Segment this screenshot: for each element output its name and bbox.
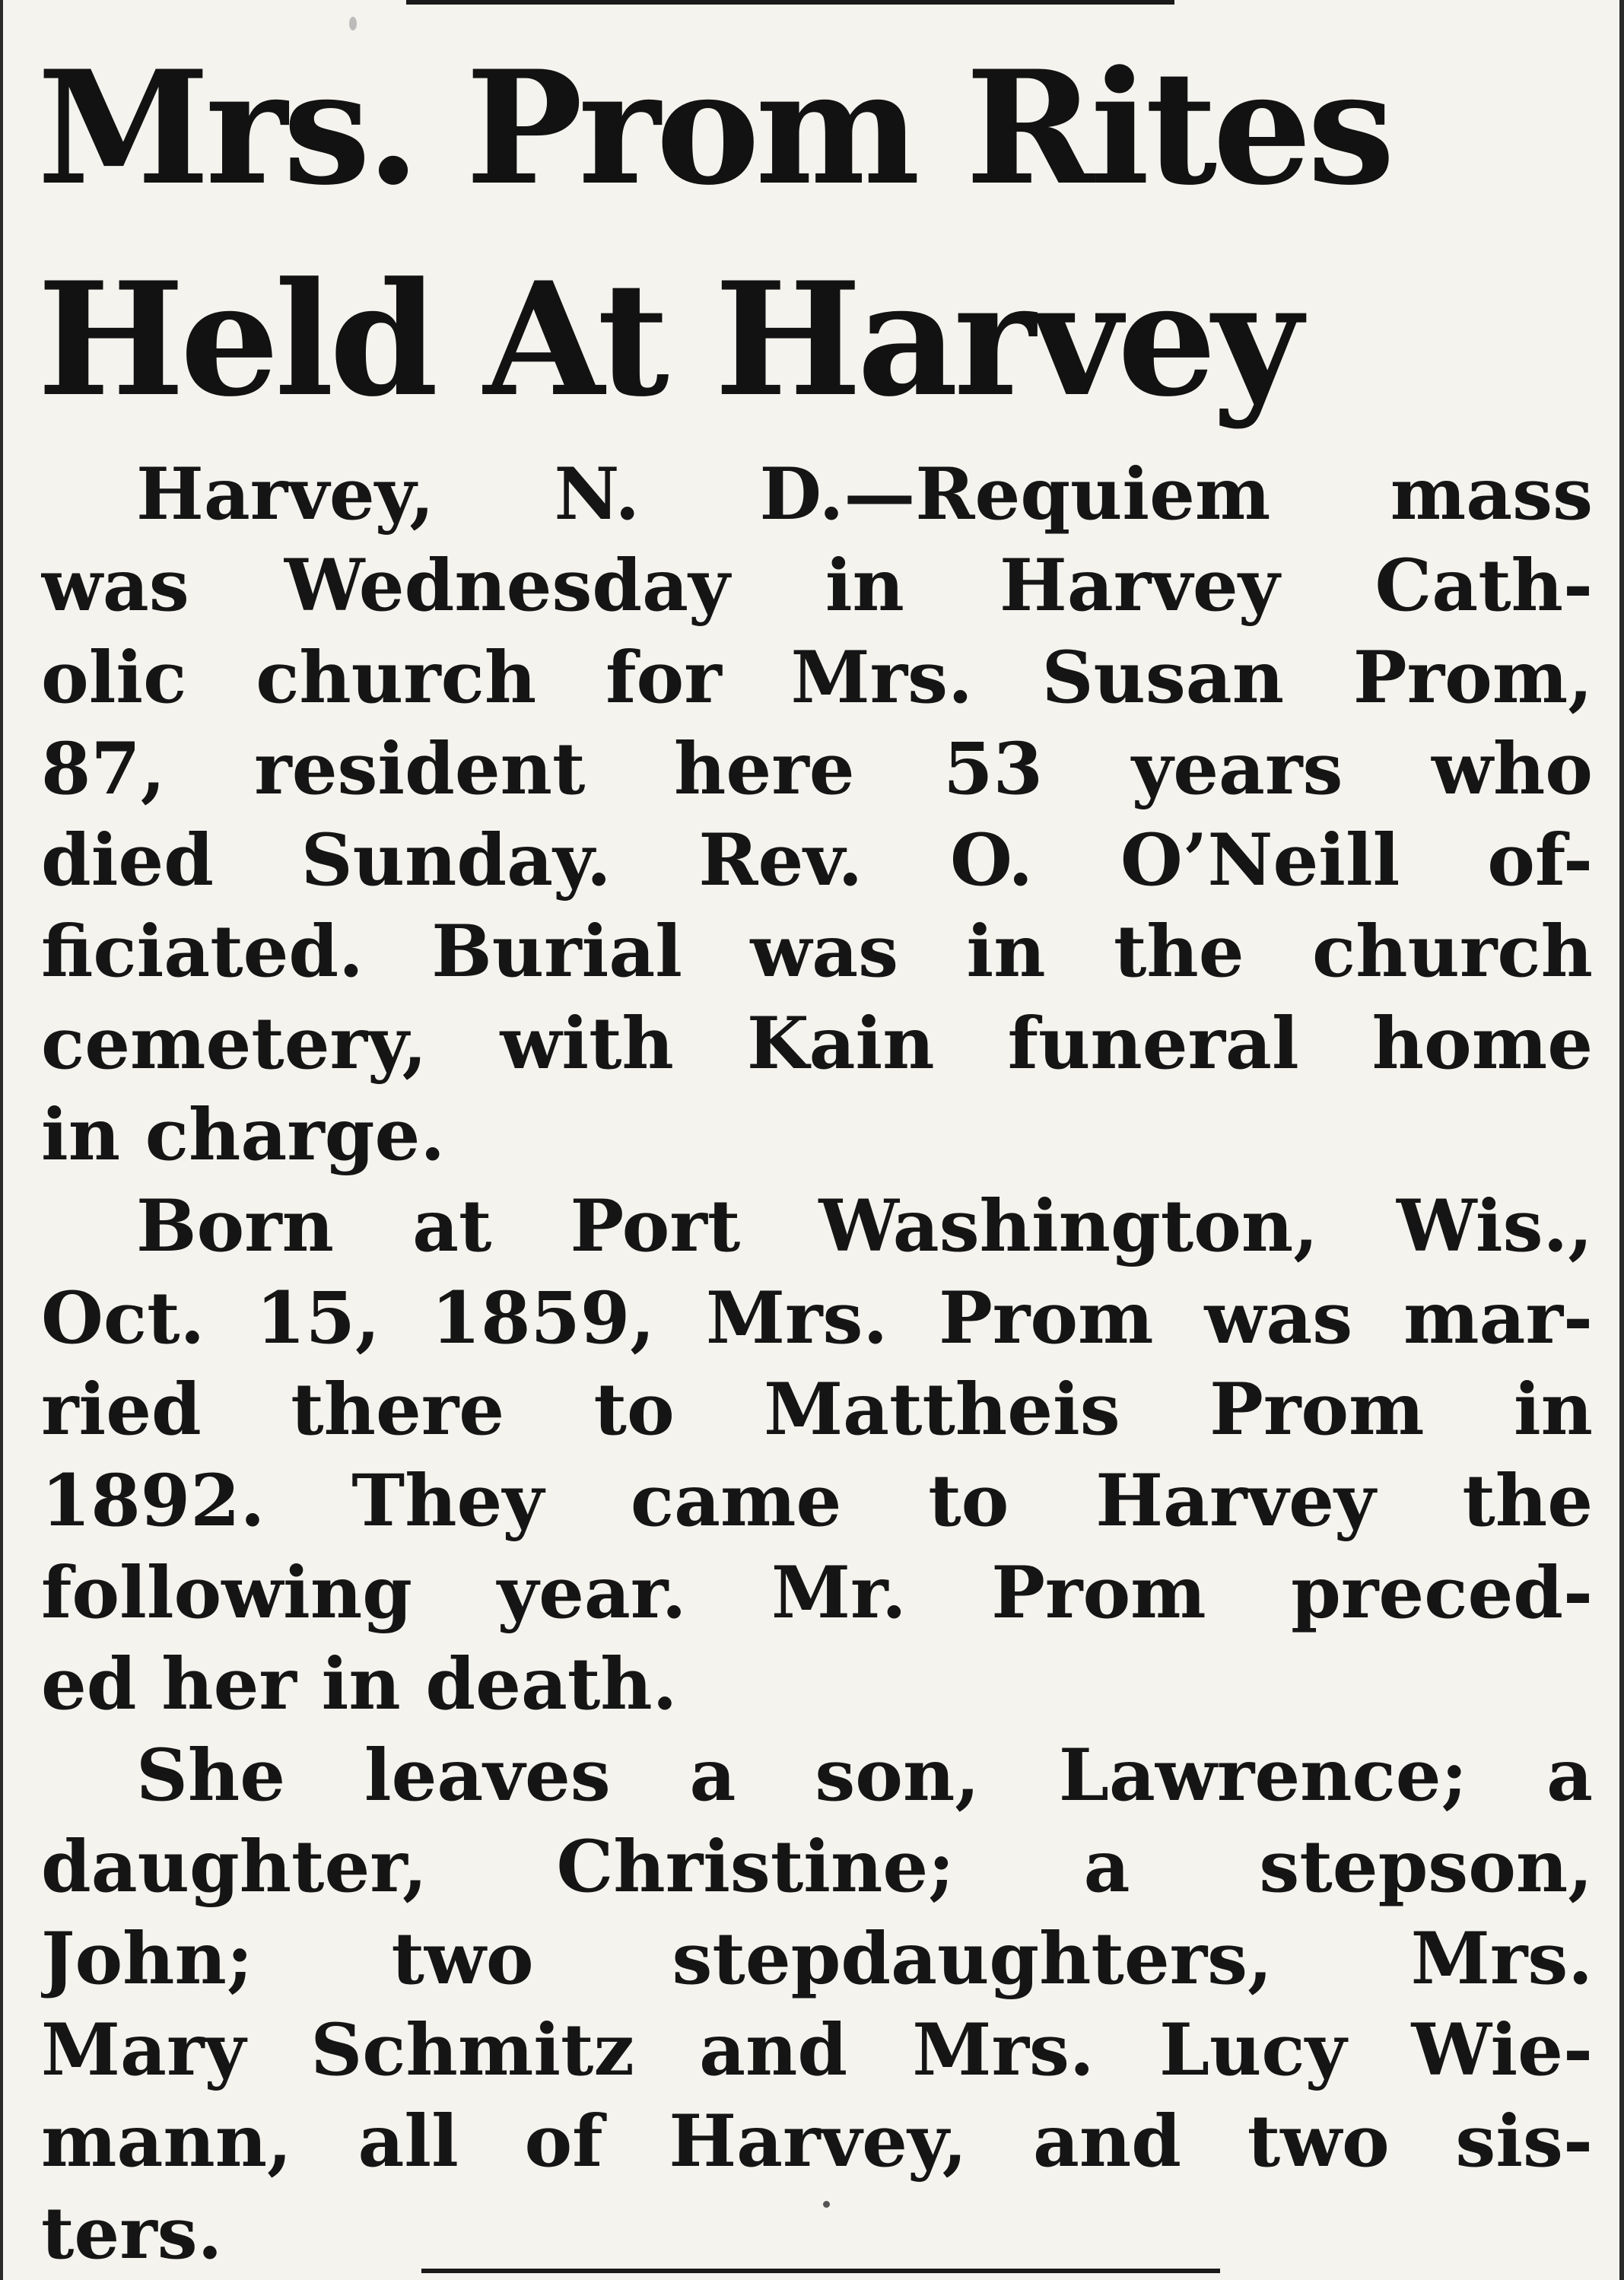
paragraph-1-line-1: Harvey, N. D.—Requiem mass xyxy=(136,453,1593,536)
paragraph-1-line-4: 87, resident here 53 years who xyxy=(41,727,1593,811)
paragraph-2-line-4: 1892. They came to Harvey the xyxy=(41,1459,1593,1544)
paragraph-1-line-2: was Wednesday in Harvey Cath- xyxy=(41,544,1593,628)
paragraph-3 xyxy=(41,1730,1593,2279)
paragraph-2 xyxy=(41,1181,1593,1730)
paragraph-1-line-8: in charge. xyxy=(41,1093,446,1178)
print-speck xyxy=(823,2201,830,2208)
headline-line-1: Mrs. Prom Rites xyxy=(37,37,1391,220)
print-speck xyxy=(349,17,357,30)
top-column-rule xyxy=(406,0,1174,5)
paragraph-2-line-3: ried there to Mattheis Prom in xyxy=(41,1367,1593,1452)
article-body xyxy=(41,449,1593,2279)
paragraph-1-line-5: died Sunday. Rev. O. O’Neill of- xyxy=(41,819,1593,903)
paragraph-2-line-5: following year. Mr. Prom preced- xyxy=(41,1550,1593,1635)
paragraph-3-line-1: She leaves a son, Lawrence; a xyxy=(136,1734,1593,1818)
paragraph-3-line-6: ters. xyxy=(41,2191,223,2275)
paragraph-2-line-6: ed her in death. xyxy=(41,1642,678,1726)
paragraph-2-line-2: Oct. 15, 1859, Mrs. Prom was mar- xyxy=(41,1276,1593,1360)
paragraph-3-line-5: mann, all of Harvey, and two sis- xyxy=(41,2100,1593,2184)
paragraph-2-line-1: Born at Port Washington, Wis., xyxy=(136,1185,1593,1269)
paragraph-1-line-3: olic church for Mrs. Susan Prom, xyxy=(41,635,1593,720)
headline-line-2: Held At Harvey xyxy=(37,249,1298,431)
paragraph-1-line-6: ficiated. Burial was in the church xyxy=(41,910,1593,994)
paragraph-1 xyxy=(41,449,1593,1181)
bottom-column-rule xyxy=(421,2269,1220,2273)
paragraph-3-line-3: John; two stepdaughters, Mrs. xyxy=(41,1916,1593,2001)
paragraph-1-line-7: cemetery, with Kain funeral home xyxy=(41,1001,1593,1086)
headline xyxy=(37,23,1597,446)
paragraph-3-line-2: daughter, Christine; a stepson, xyxy=(41,1825,1593,1910)
paragraph-3-line-4: Mary Schmitz and Mrs. Lucy Wie- xyxy=(41,2008,1593,2093)
